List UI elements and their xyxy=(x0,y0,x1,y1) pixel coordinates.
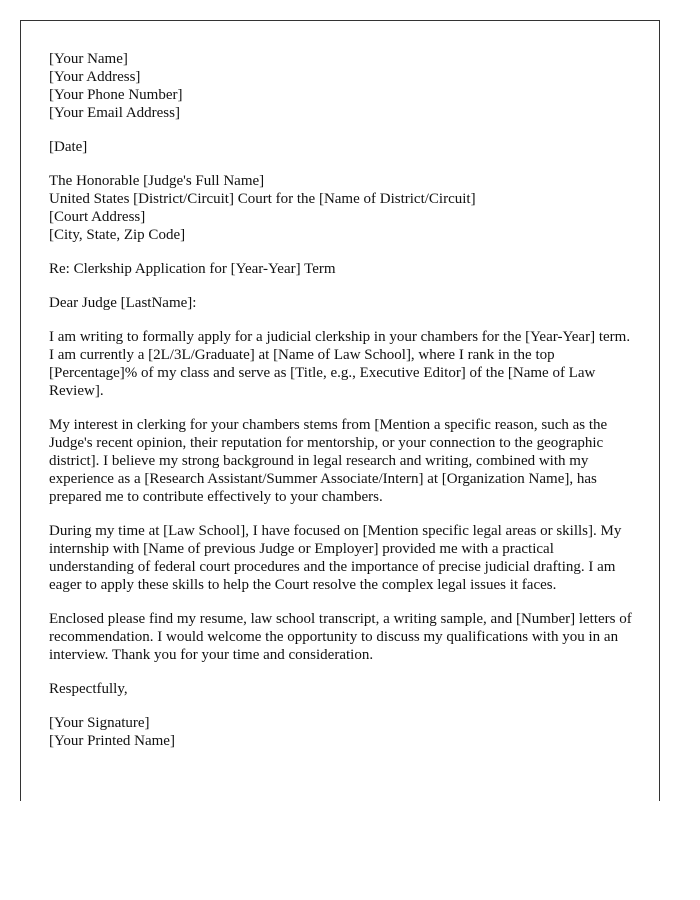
letter-page xyxy=(20,20,660,801)
salutation: Dear Judge [LastName]: xyxy=(49,295,197,311)
recipient-city: [City, State, Zip Code] xyxy=(49,227,186,243)
signature-block xyxy=(49,714,637,750)
printed-name: [Your Printed Name] xyxy=(49,733,175,749)
sender-block xyxy=(49,50,637,122)
sender-name: [Your Name] xyxy=(49,51,128,67)
recipient-court: United States [District/Circuit] Court for the [Name of District/Circuit] xyxy=(49,191,476,207)
sender-email: [Your Email Address] xyxy=(49,105,180,121)
letter-content xyxy=(49,50,637,766)
date: [Date] xyxy=(49,139,88,155)
subject-line: Re: Clerkship Application for [Year-Year] Term xyxy=(49,261,336,277)
body-paragraph: I am writing to formally apply for a judicial clerkship in your chambers for the [Year-Year] term. I am currently a [2L/3L/Graduate] at [Name of Law School], where I rank in the top [Percentage]% of my class and serve as [Title, e.g., Executive Editor] of the [Name of Law Review]. xyxy=(49,329,631,399)
closing: Respectfully, xyxy=(49,681,128,697)
sender-phone: [Your Phone Number] xyxy=(49,87,183,103)
recipient-block xyxy=(49,172,637,244)
body-paragraph: Enclosed please find my resume, law school transcript, a writing sample, and [Number] letters of recommendation. I would welcome the opportunity to discuss my qualifications with you in an interview. Thank you for your time and consideration. xyxy=(49,611,632,663)
body-paragraph: My interest in clerking for your chambers stems from [Mention a specific reason, such as the Judge's recent opinion, their reputation for mentorship, or your connection to the geographic district]. I believe my strong background in legal research and writing, combined with my experience as a [Research Assistant/Summer Associate/Intern] at [Organization Name], has prepared me to contribute effectively to your chambers. xyxy=(49,417,608,505)
sender-address: [Your Address] xyxy=(49,69,141,85)
recipient-address: [Court Address] xyxy=(49,209,146,225)
signature: [Your Signature] xyxy=(49,715,150,731)
recipient-name: The Honorable [Judge's Full Name] xyxy=(49,173,265,189)
body-paragraph: During my time at [Law School], I have focused on [Mention specific legal areas or skills]. My internship with [Name of previous Judge or Employer] provided me with a practical understanding of federal court procedures and the importance of precise judicial drafting. I am eager to apply these skills to help the Court resolve the complex legal issues it faces. xyxy=(49,523,622,593)
